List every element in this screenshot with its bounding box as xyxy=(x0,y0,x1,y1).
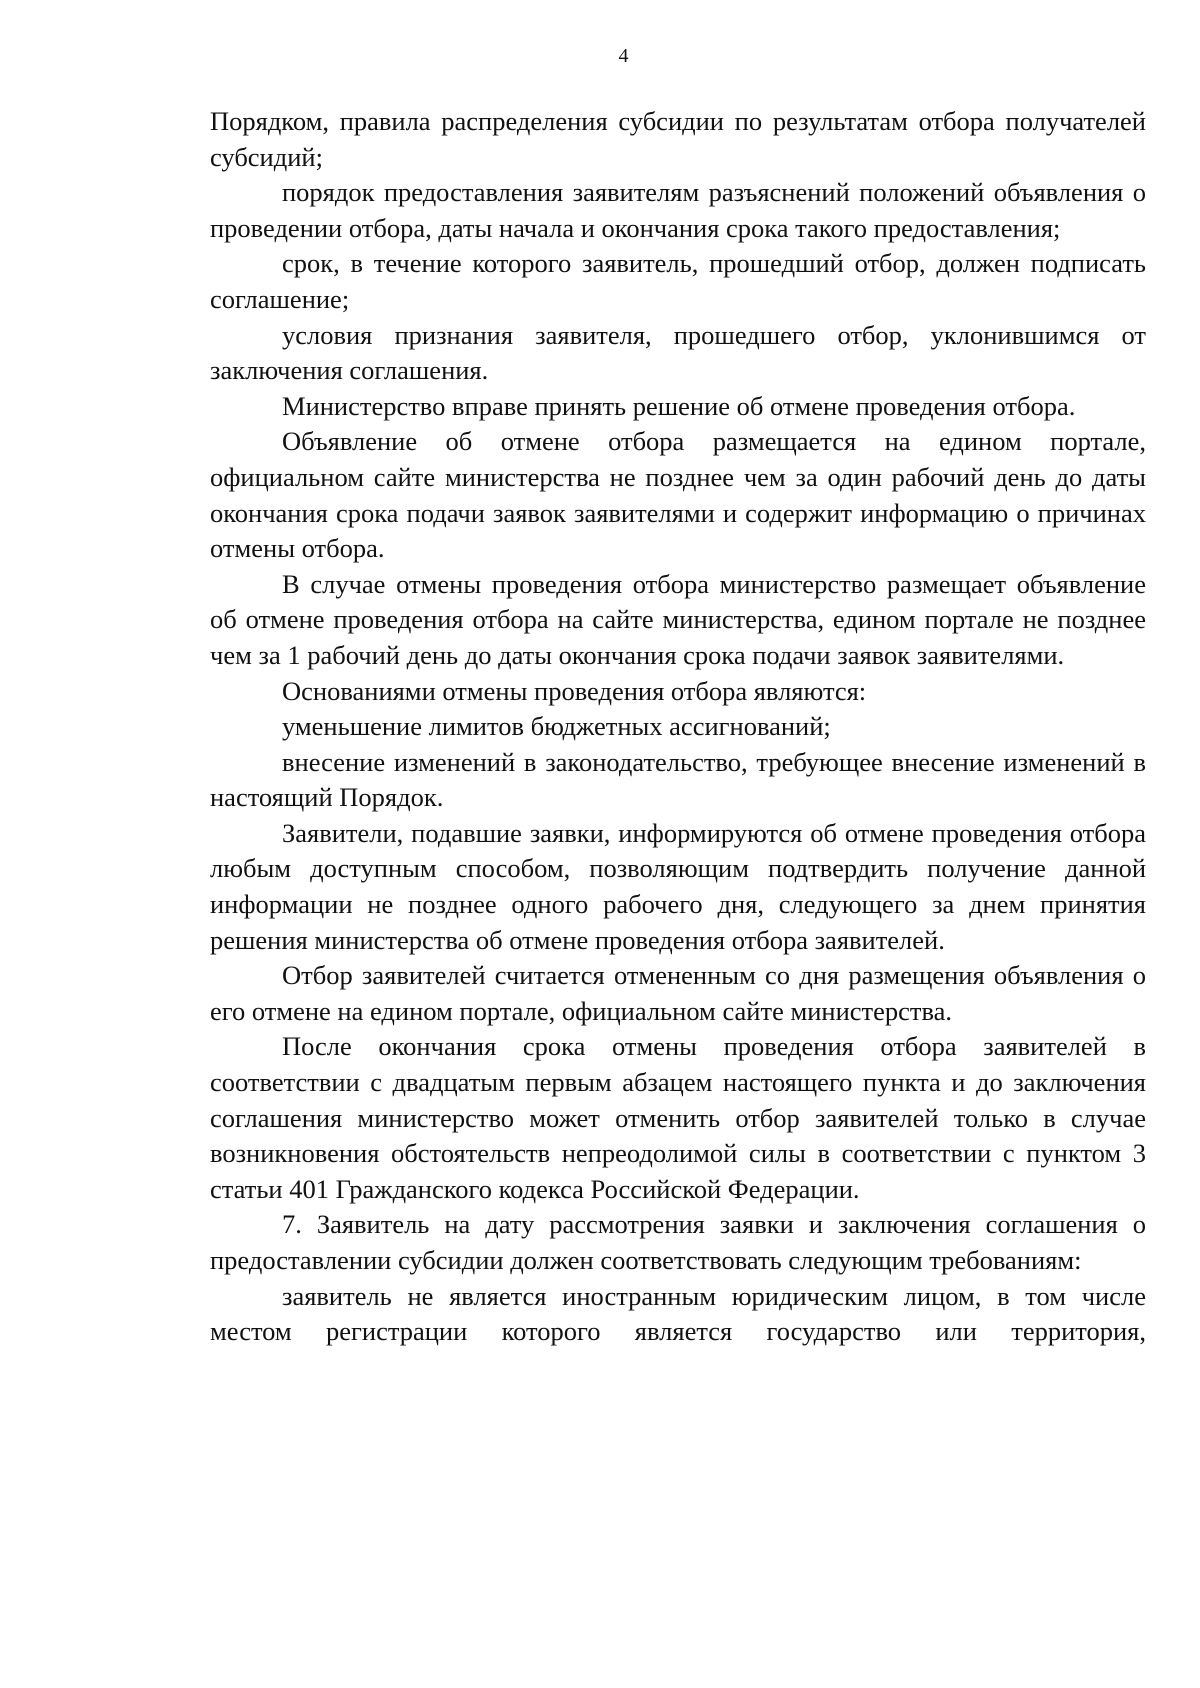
paragraph: Основаниями отмены проведения отбора являются: xyxy=(282,675,867,706)
paragraph: Порядком, правила распределения субсидии по результатам отбора получателей субсидий; xyxy=(210,106,1146,172)
paragraph: Объявление об отмене отбора размещается на едином портале, официальном сайте министерства не позднее чем за один рабочий день до даты окончания срока подачи заявок заявителями и содержит информацию о причинах отмены отбора. xyxy=(210,426,1146,564)
paragraph: Министерство вправе принять решение об отмене проведения отбора. xyxy=(282,390,1076,421)
paragraph: заявитель не является иностранным юридическим лицом, в том числе местом регистрации которого является государство или территория, xyxy=(210,1280,1146,1347)
page-number: 4 xyxy=(618,45,629,67)
paragraph: срок, в течение которого заявитель, прошедший отбор, должен подписать соглашение; xyxy=(210,248,1146,314)
paragraph: Отбор заявителей считается отмененным со дня размещения объявления о его отмене на едином портале, официальном сайте министерства. xyxy=(210,960,1146,1026)
paragraph: Заявители, подавшие заявки, информируются об отмене проведения отбора любым доступным способом, позволяющим подтвердить получение данной информации не позднее одного рабочего дня, следующего за днем принятия решения министерства об отмене проведения отбора заявителей. xyxy=(210,817,1146,955)
paragraph: внесение изменений в законодательство, требующее внесение изменений в настоящий Порядок. xyxy=(210,746,1146,813)
paragraph: порядок предоставления заявителям разъяснений положений объявления о проведении отбора, даты начала и окончания срока такого предоставления; xyxy=(210,177,1146,243)
paragraph: 7. Заявитель на дату рассмотрения заявки и заключения соглашения о предоставлении субсидии должен соответствовать следующим требованиям: xyxy=(210,1209,1146,1275)
paragraph: условия признания заявителя, прошедшего отбор, уклонившимся от заключения соглашения. xyxy=(210,319,1146,386)
document-body xyxy=(210,104,1146,1350)
paragraph: После окончания срока отмены проведения отбора заявителей в соответствии с двадцатым первым абзацем настоящего пункта и до заключения соглашения министерство может отменить отбор заявителей только в случае возникновения обстоятельств непреодолимой силы в соответствии с пунктом 3 статьи 401 Гражданского кодекса Российской Федерации. xyxy=(210,1031,1146,1204)
paragraph: В случае отмены проведения отбора министерство размещает объявление об отмене проведения отбора на сайте министерства, едином портале не позднее чем за 1 рабочий день до даты окончания срока подачи заявок заявителями. xyxy=(210,568,1146,670)
paragraph: уменьшение лимитов бюджетных ассигнований; xyxy=(282,711,831,742)
